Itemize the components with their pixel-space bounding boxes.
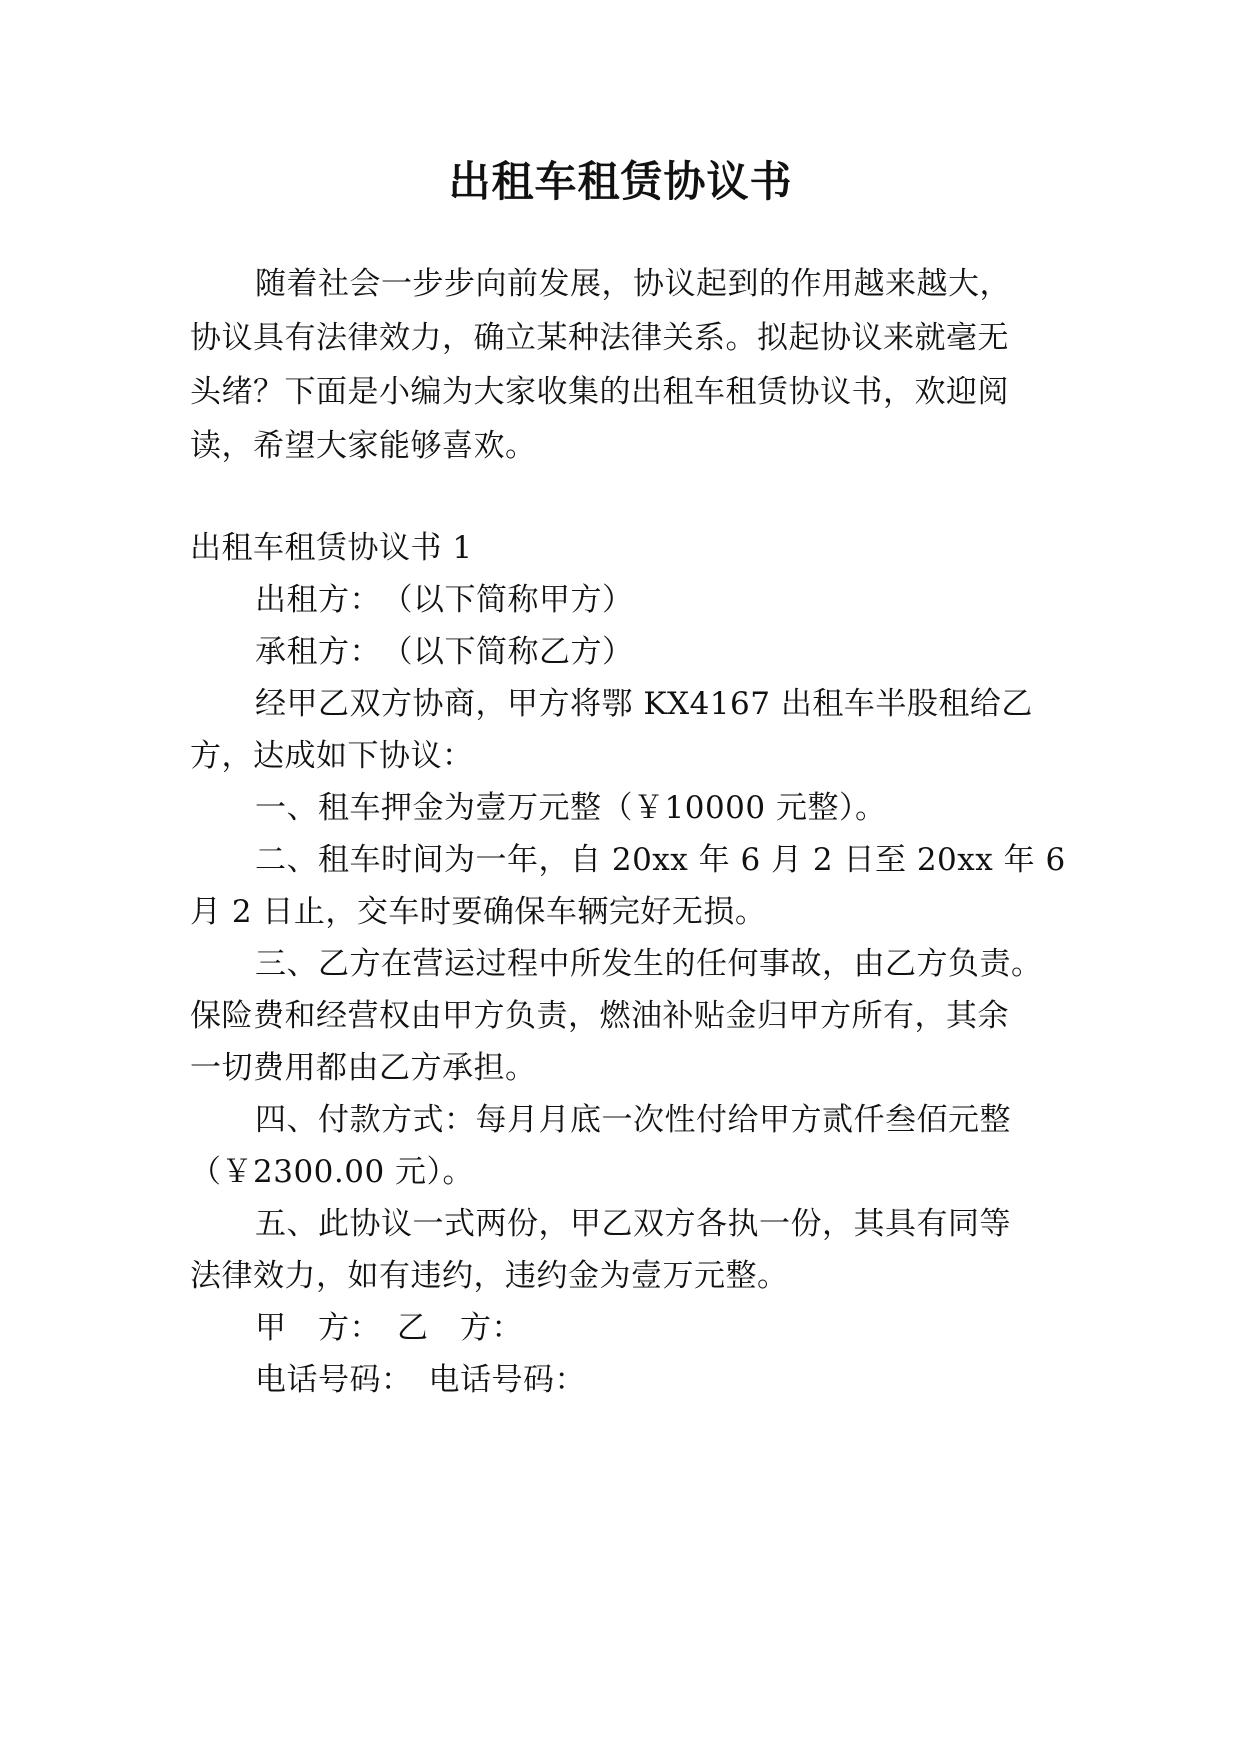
clause-5: 五、此协议一式两份，甲乙双方各执一份，其具有同等 xyxy=(255,1206,1011,1242)
agreement-line: 方，达成如下协议： xyxy=(190,738,474,774)
intro-line: 协议具有法律效力，确立某种法律关系。拟起协议来就毫无 xyxy=(190,320,1009,356)
clause-2: 二、租车时间为一年，自 20xx 年 6 月 2 日至 20xx 年 6 xyxy=(255,842,1066,878)
clause-3: 三、乙方在营运过程中所发生的任何事故，由乙方负责。 xyxy=(255,946,1043,982)
clause-3-cont: 一切费用都由乙方承担。 xyxy=(190,1050,537,1086)
lessee-line: 承租方： （以下简称乙方） xyxy=(255,634,634,670)
document-title: 出租车租赁协议书 xyxy=(448,157,793,206)
agreement-line: 经甲乙双方协商，甲方将鄂 KX4167 出租车半股租给乙 xyxy=(255,686,1033,722)
intro-line: 读，希望大家能够喜欢。 xyxy=(190,428,537,464)
section-heading: 出租车租赁协议书 1 xyxy=(190,530,473,566)
phone-line: 电话号码： 电话号码： xyxy=(255,1362,586,1398)
clause-5-cont: 法律效力，如有违约，违约金为壹万元整。 xyxy=(190,1258,789,1294)
clause-4: 四、付款方式：每月月底一次性付给甲方贰仟叁佰元整 xyxy=(255,1102,1011,1138)
lessor-line: 出租方： （以下简称甲方） xyxy=(255,582,634,618)
signature-line: 甲 方： 乙 方： xyxy=(255,1310,523,1346)
clause-3-cont: 保险费和经营权由甲方负责，燃油补贴金归甲方所有，其余 xyxy=(190,998,1009,1034)
clause-2-cont: 月 2 日止，交车时要确保车辆完好无损。 xyxy=(190,894,767,930)
clause-1: 一、租车押金为壹万元整（￥10000 元整）。 xyxy=(255,790,887,826)
intro-line: 随着社会一步步向前发展，协议起到的作用越来越大， xyxy=(255,266,1011,302)
intro-line: 头绪？下面是小编为大家收集的出租车租赁协议书，欢迎阅 xyxy=(190,374,1009,410)
clause-4-cont: （￥2300.00 元）。 xyxy=(190,1154,475,1190)
